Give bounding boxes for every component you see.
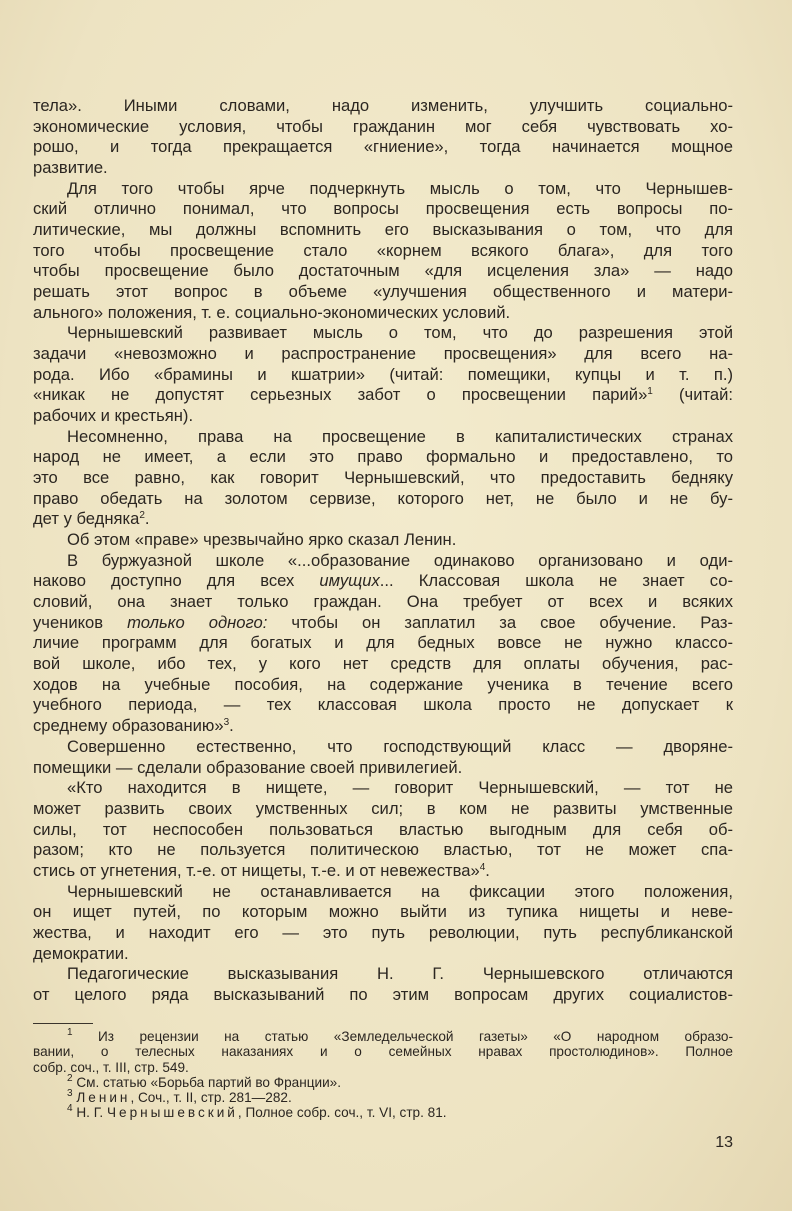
text-line bbox=[33, 944, 733, 965]
text-span: решать этот вопрос в объеме «улучшения общественного и матери- bbox=[33, 282, 733, 302]
text-span: народ не имеет, а если это право формально и предоставлено, то bbox=[33, 447, 733, 467]
footnote-marker: 2 bbox=[67, 1072, 73, 1084]
text-span: Чернышевский bbox=[106, 1105, 238, 1121]
text-span: Об этом «праве» чрезвычайно ярко сказал Ленин. bbox=[67, 530, 457, 550]
text-span: стись от угнетения, т.-е. от нищеты, т.-е. и от невежества» bbox=[33, 860, 480, 880]
text-line bbox=[33, 447, 733, 468]
text-span: помещики — сделали образование своей привилегией. bbox=[33, 757, 463, 777]
text-line bbox=[33, 571, 733, 592]
text-span: вании, о телесных наказаниях и о семейных нравах простолюдинов». Полное bbox=[33, 1044, 733, 1060]
footnote-marker: 1 bbox=[67, 1027, 73, 1038]
text-line bbox=[33, 695, 733, 716]
text-line bbox=[33, 199, 733, 220]
text-span: Педагогические высказывания Н. Г. Чернышевского отличаются bbox=[67, 964, 733, 984]
text-line bbox=[33, 923, 733, 944]
text-span: рошо, и тогда прекращается «гниение», тогда начинается мощное bbox=[33, 137, 733, 157]
footnote-line bbox=[33, 1044, 733, 1059]
text-span: (читай: bbox=[652, 385, 733, 405]
text-span: Из рецензии на статью «Земледельческой газеты» «О народном образо- bbox=[72, 1029, 733, 1044]
footnote-line bbox=[33, 1060, 733, 1075]
text-span: тела». Иными словами, надо изменить, улучшить социально- bbox=[33, 96, 733, 115]
footnote-line bbox=[33, 1072, 733, 1090]
text-line bbox=[33, 530, 733, 551]
text-line bbox=[33, 468, 733, 489]
text-span: «никак не допустят серьезных забот о просвещении парий» bbox=[33, 385, 648, 405]
text-line bbox=[33, 323, 733, 344]
text-line bbox=[33, 737, 733, 758]
text-line bbox=[33, 985, 733, 1006]
footnote-line bbox=[33, 1090, 733, 1105]
text-span: ального» положения, т. е. социально-экономических условий. bbox=[33, 302, 511, 322]
text-span: это все равно, как говорит Чернышевский, что предоставить бедняку bbox=[33, 468, 733, 488]
text-span: ходов на учебные пособия, на содержание ученика в течение всего bbox=[33, 674, 733, 694]
italic-text: имущих bbox=[319, 571, 380, 591]
text-span: среднему образованию» bbox=[33, 716, 224, 736]
text-span: того чтобы просвещение стало «корнем всякого блага», для того bbox=[33, 240, 733, 260]
text-line bbox=[33, 158, 733, 179]
footnote-marker: 2 bbox=[139, 510, 145, 522]
text-span: разом; кто не пользуется политическою властью, тот не может спа- bbox=[33, 840, 733, 860]
text-span: чтобы он заплатил за свое обучение. Раз- bbox=[267, 612, 733, 632]
text-span: . bbox=[144, 509, 150, 529]
text-span: право обедать на золотом сервизе, которого нет, не было и не бу- bbox=[33, 488, 733, 508]
text-line bbox=[33, 716, 733, 737]
text-line bbox=[33, 137, 733, 158]
text-line bbox=[33, 427, 733, 448]
text-line bbox=[33, 179, 733, 200]
text-span: ... Классовая школа не знает со- bbox=[379, 571, 733, 591]
text-line bbox=[33, 241, 733, 262]
text-span: . bbox=[485, 860, 490, 880]
text-span: задачи «невозможно и распространение просвещения» для всего на- bbox=[33, 344, 733, 364]
text-line bbox=[33, 551, 733, 572]
text-span: См. статью «Борьба партий во Франции». bbox=[72, 1074, 342, 1090]
text-line bbox=[33, 840, 733, 861]
text-span: литические, мы должны вспомнить его высказывания о том, что для bbox=[33, 220, 733, 240]
text-span: , Соч., т. II, стр. 281—282. bbox=[130, 1090, 292, 1106]
text-line bbox=[33, 654, 733, 675]
text-span: Для того чтобы ярче подчеркнуть мысль о том, что Чернышев- bbox=[67, 178, 733, 198]
footnote-marker: 3 bbox=[223, 717, 230, 729]
text-span: рабочих и крестьян). bbox=[33, 406, 194, 426]
footnote-divider bbox=[33, 1023, 93, 1024]
text-span: . bbox=[229, 716, 234, 736]
text-span: рода. Ибо «брамины и кшатрии» (читай: помещики, купцы и т. п.) bbox=[33, 364, 733, 384]
text-line bbox=[33, 778, 733, 799]
text-line bbox=[33, 489, 733, 510]
text-span: ский отлично понимал, что вопросы просвещения есть вопросы по- bbox=[33, 199, 733, 219]
text-line bbox=[33, 117, 733, 138]
text-span: , Полное собр. соч., т. VI, стр. 81. bbox=[237, 1105, 447, 1121]
text-span: чтобы просвещение было достаточным «для исцеления зла» — надо bbox=[33, 261, 733, 281]
text-span: развитие. bbox=[33, 158, 108, 178]
text-span: Чернышевский не останавливается на фиксации этого положения, bbox=[67, 881, 733, 901]
text-span: демократии. bbox=[33, 943, 129, 963]
text-span: наково доступно для всех bbox=[33, 571, 320, 591]
text-span: Ленин bbox=[76, 1090, 131, 1106]
text-line bbox=[33, 964, 733, 985]
text-span: «Кто находится в нищете, — говорит Чернышевский, — тот не bbox=[67, 778, 733, 798]
text-span: Несомненно, права на просвещение в капиталистических странах bbox=[67, 426, 733, 446]
text-line bbox=[33, 613, 733, 634]
text-span: учеников bbox=[33, 612, 128, 632]
footnote-line bbox=[33, 1105, 733, 1120]
text-line bbox=[33, 861, 733, 882]
footnote-marker: 4 bbox=[67, 1103, 73, 1115]
text-line bbox=[33, 592, 733, 613]
text-span: он ищет путей, по которым можно выйти из тупика нищеты и неве- bbox=[33, 902, 733, 922]
text-line bbox=[33, 633, 733, 654]
text-span: учебного периода, — тех классовая школа просто не допускает к bbox=[33, 695, 733, 715]
text-line bbox=[33, 758, 733, 779]
text-line bbox=[33, 509, 733, 530]
text-line bbox=[33, 385, 733, 406]
footnote-line bbox=[33, 1029, 733, 1044]
text-line bbox=[33, 261, 733, 282]
text-span: Чернышевский развивает мысль о том, что до разрешения этой bbox=[67, 323, 733, 343]
text-line bbox=[33, 820, 733, 841]
text-line bbox=[33, 96, 733, 117]
text-span: от целого ряда высказываний по этим вопросам других социалистов- bbox=[33, 984, 733, 1004]
text-line bbox=[33, 882, 733, 903]
text-line bbox=[33, 365, 733, 386]
body-text bbox=[33, 96, 733, 1006]
text-span: В буржуазной школе «...образование одинаково организовано и оди- bbox=[67, 550, 733, 570]
text-line bbox=[33, 799, 733, 820]
text-span: силы, тот неспособен пользоваться властью выгодным для себя об- bbox=[33, 819, 733, 839]
text-line bbox=[33, 303, 733, 324]
footnotes bbox=[33, 1029, 733, 1121]
text-line bbox=[33, 220, 733, 241]
footnote-marker: 3 bbox=[67, 1088, 73, 1100]
text-line bbox=[33, 282, 733, 303]
page-number: 13 bbox=[715, 1134, 733, 1151]
text-span: дет у бедняка bbox=[33, 509, 140, 529]
italic-text: только одного: bbox=[127, 612, 268, 632]
text-span: словий, она знает только граждан. Она требует от всех и всяких bbox=[33, 592, 733, 612]
text-span: Совершенно естественно, что господствующий класс — дворяне- bbox=[67, 736, 733, 756]
text-line bbox=[33, 675, 733, 696]
footnote-marker: 4 bbox=[479, 861, 486, 873]
footnote-marker: 1 bbox=[647, 386, 653, 398]
text-span: вой школе, ибо тех, у кого нет средств для оплаты обучения, рас- bbox=[33, 654, 733, 674]
text-line bbox=[33, 406, 733, 427]
text-span: собр. соч., т. III, стр. 549. bbox=[33, 1059, 189, 1075]
text-span: может развить своих умственных сил; в ком не развиты умственные bbox=[33, 798, 733, 818]
text-span: Н. Г. bbox=[72, 1105, 107, 1121]
text-span: экономические условия, чтобы гражданин мог себя чувствовать хо- bbox=[33, 116, 733, 136]
text-span: личие программ для богатых и для бедных вовсе не нужно классо- bbox=[33, 633, 733, 653]
text-line bbox=[33, 344, 733, 365]
text-span: жества, и находит его — это путь революции, путь республиканской bbox=[33, 922, 733, 942]
text-line bbox=[33, 902, 733, 923]
